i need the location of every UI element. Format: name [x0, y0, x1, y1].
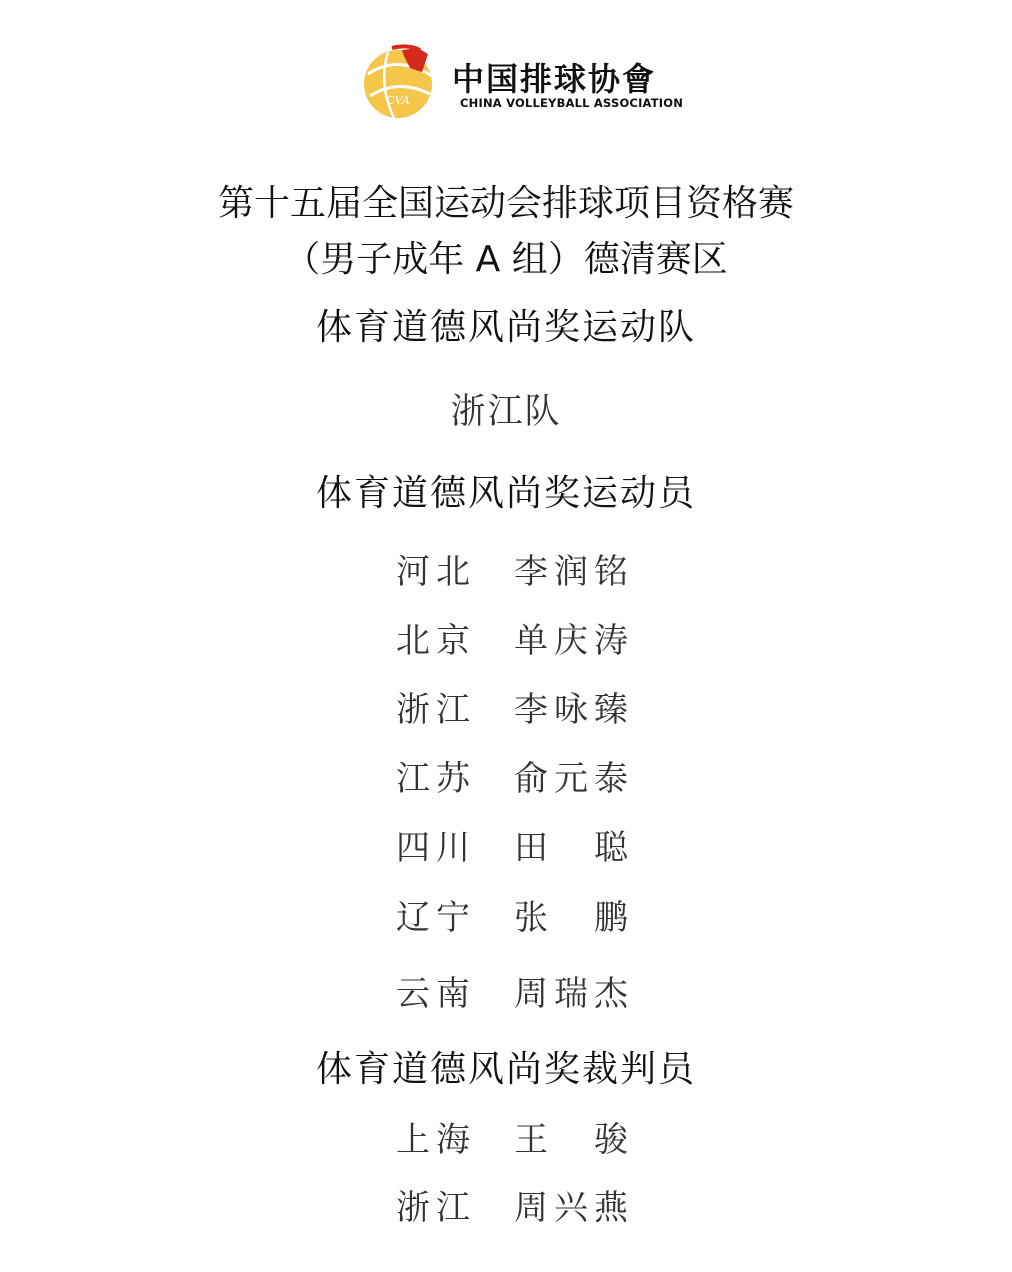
athlete-entry: [396, 619, 646, 663]
page-title-line-2: （男子成年 A 组）德清赛区: [284, 239, 728, 280]
athlete-entry: [396, 972, 646, 1016]
athlete-entry: [396, 688, 646, 732]
entry-name: 李咏臻: [514, 690, 634, 730]
athlete-entry: [396, 896, 646, 940]
entry-name: 李润铭: [514, 552, 634, 592]
entry-name: 周瑞杰: [514, 974, 634, 1014]
entry-province: 辽宁: [396, 898, 476, 938]
entry-name: 单庆涛: [514, 621, 634, 661]
section-heading-referees: 体育道德风尚奖裁判员: [315, 1049, 696, 1090]
entry-province: 云南: [396, 974, 476, 1014]
athlete-entry: [396, 757, 646, 801]
entry-name: 周兴燕: [514, 1188, 634, 1228]
referee-entry: [396, 1118, 646, 1162]
entry-province: 浙江: [396, 690, 476, 730]
entry-province: 浙江: [396, 1188, 476, 1228]
entry-name: 俞元泰: [514, 759, 634, 799]
entry-province: 江苏: [396, 759, 476, 799]
entry-name: 田聪: [514, 828, 628, 868]
association-logo: [356, 40, 684, 120]
page-title-line-1: 第十五届全国运动会排球项目资格赛: [217, 183, 794, 224]
entry-province: 四川: [396, 828, 476, 868]
athlete-entry: [396, 550, 646, 594]
athlete-entry: [396, 826, 646, 870]
emblem-text: CVA: [386, 94, 410, 107]
entry-name: 王骏: [514, 1120, 628, 1160]
entry-province: 北京: [396, 621, 476, 661]
entry-name: 张鹏: [514, 898, 628, 938]
logo-english-name: CHINA VOLLEYBALL ASSOCIATION: [460, 96, 684, 110]
volleyball-emblem-icon: [358, 44, 444, 120]
section-heading-team: 体育道德风尚奖运动队: [315, 307, 696, 348]
section-heading-athletes: 体育道德风尚奖运动员: [315, 473, 696, 514]
logo-chinese-name: 中国排球协會: [452, 60, 657, 98]
entry-province: 河北: [396, 552, 476, 592]
entry-province: 上海: [396, 1120, 476, 1160]
referee-entry: [396, 1186, 646, 1230]
award-team: 浙江队: [450, 392, 562, 432]
